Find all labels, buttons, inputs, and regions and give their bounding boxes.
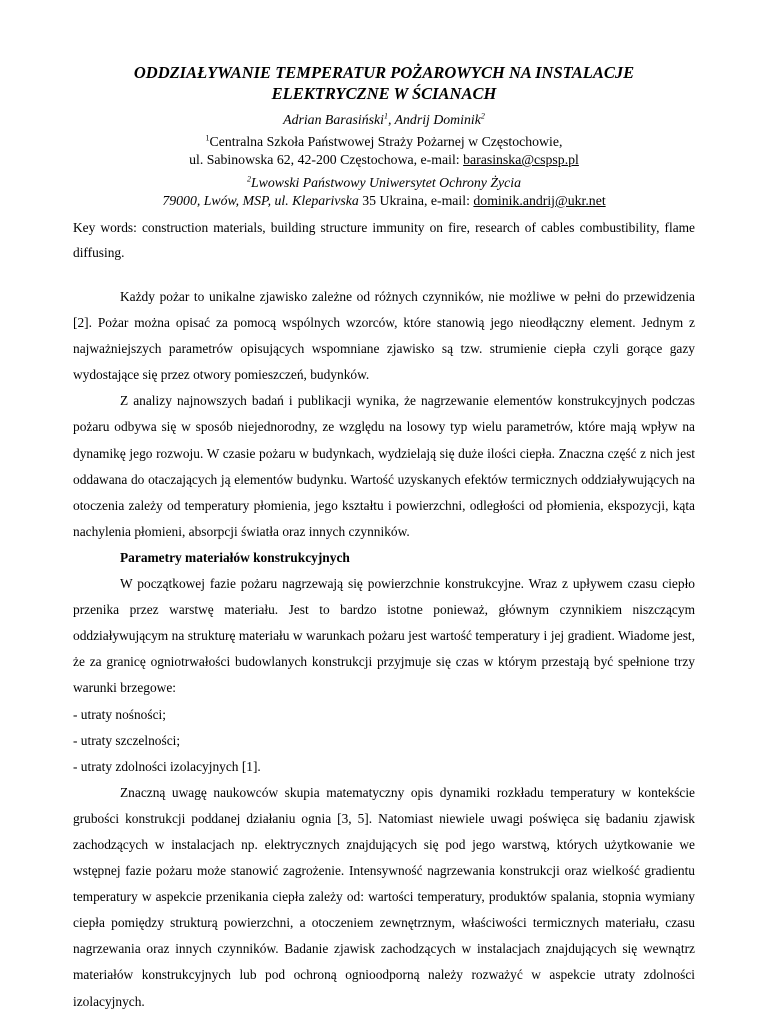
affiliation-1-line-2 [73,151,695,169]
affiliation-2-email-link[interactable]: dominik.andrij@ukr.net [473,193,606,208]
author-separator: , [387,112,395,127]
affiliation-1-address: ul. Sabinowska 62, 42-200 Częstochowa, e-mail: [189,152,464,167]
paragraph-2: Z analizy najnowszych badań i publikacji wynika, że nagrzewanie elementów konstrukcyjnych podczas pożaru odbywa się w sposób niejednorodny, ze względu na losowy typ wielu parametrów, które mają wpływ na dynamikę jego rozwoju. W czasie pożaru w budynkach, wydzielają się duże ilości ciepła. Znaczna część z nich jest oddawana do otaczających ją elementów budynku. Wartość uzyskanych efektów termicznych oddziaływujących na otoczenia zależy od temperatury płomienia, jego kształtu i powierzchni, odległości od płomienia, ekspozycji, kąta nachylenia płomieni, absorpcji światła oraz innych czynników. [73,393,695,539]
affiliation-2 [73,174,695,210]
paragraph-3: W początkowej fazie pożaru nagrzewają się powierzchnie konstrukcyjne. Wraz z upływem czasu ciepło przenika przez warstwę materiału. Jest to bardzo istotne ponieważ, głównym czynnikiem niszczącym oddziaływującym na strukturę materiału w warunkach pożaru jest wartość temperatury i jej gradient. Wiadome jest, że za granicę ogniotrwałości budowlanych konstrukcji przyjmuje się czas w którym przestają być spełnione trzy warunki brzegowe: [73,576,695,696]
affiliation-2-number: 35 [358,193,377,208]
author-1-sup: 1 [383,111,388,121]
affiliation-2-name: Lwowski Państwowy Uniwersytet Ochrony Życia [250,175,522,190]
authors [73,111,695,129]
affiliation-1-email-link[interactable]: barasinska@cspsp.pl [463,152,579,167]
article-body [73,284,695,1015]
affiliation-1 [73,133,695,169]
list-item: - utraty szczelności; [73,732,181,748]
list-item: - utraty nośności; [73,706,166,722]
paragraph-1: Każdy pożar to unikalne zjawisko zależne od różnych czynników, nie możliwe w pełni do przewidzenia [2]. Pożar można opisać za pomocą wspólnych wzorców, które stanowią jego nieodłączny element. Jednym z najważniejszych parametrów opisujących wspomniane zjawisko są tzw. strumienie ciepła czyli gorące gazy wydostające się przez otwory pomieszczeń, budynków. [73,289,695,383]
paper-title [73,62,695,104]
author-1: Adrian Barasiński [283,112,384,127]
affiliation-2-address: 79000, Lwów, MSP, ul. Kleparivska [162,193,359,208]
affiliation-2-country: Ukraina, e-mail: [376,193,474,208]
affiliation-1-line-1 [73,133,695,151]
affiliation-1-name: Centralna Szkoła Państwowej Straży Pożarnej w Częstochowie, [209,134,563,149]
author-2-sup: 2 [480,111,485,121]
title-line-2: ELEKTRYCZNE W ŚCIANACH [271,84,497,103]
section-heading: Parametry materiałów konstrukcyjnych [120,549,350,565]
affiliation-2-line-2 [73,192,695,210]
keywords: Key words: construction materials, building structure immunity on fire, research of cables combustibility, flame diffusing. [73,220,695,260]
author-2: Andrij Dominik [394,112,481,127]
affiliation-1-sup: 1 [205,133,210,143]
list-item: - utraty zdolności izolacyjnych [1]. [73,758,261,774]
affiliation-2-line-1 [73,174,695,192]
paragraph-4: Znaczną uwagę naukowców skupia matematyczny opis dynamiki rozkładu temperatury w kontekście grubości konstrukcji poddanej działaniu ognia [3, 5]. Natomiast niewiele uwagi poświęca się badaniu zjawisk zachodzących w instalacjach np. elektrycznych znajdujących się pod jego warstwą, których użytkowanie we wstępnej fazie pożaru może stanowić zagrożenie. Intensywność nagrzewania konstrukcji oraz wielkość gradientu temperatury w aspekcie przenikania ciepła zależy od: wartości temperatury, produktów spalania, stopnia wymiany ciepła pomiędzy strukturą powierzchni, a otoczeniem zewnętrznym, właściwości termicznych materiału, czasu nagrzewania oraz innych czynników. Badanie zjawisk zachodzących w instalacjach znajdujących się wewnątrz materiałów konstrukcyjnych lub pod ochroną ognioodporną należy rozważyć w aspekcie utraty zdolności izolacyjnych. [73,784,695,1009]
title-line-1: ODDZIAŁYWANIE TEMPERATUR POŻAROWYCH NA INSTALACJE [133,63,635,82]
affiliation-2-sup: 2 [246,174,251,184]
